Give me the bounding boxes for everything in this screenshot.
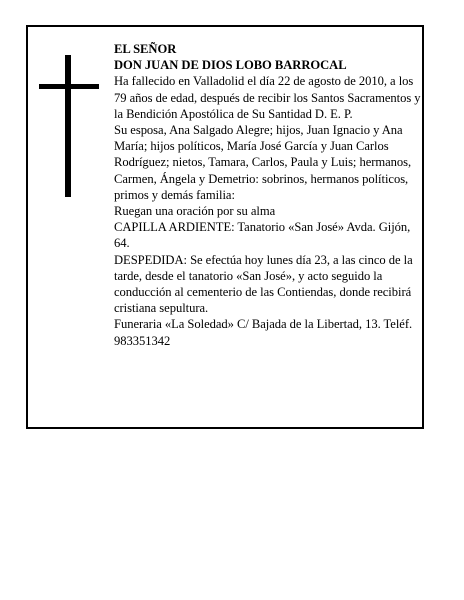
obituary-notice	[26, 25, 424, 429]
cross-icon	[39, 55, 99, 197]
funeral-home-info: Funeraria «La Soledad» C/ Bajada de la Libertad, 13. Teléf. 983351342	[114, 317, 413, 348]
cross-horizontal-bar	[39, 84, 99, 89]
family-list: Su esposa, Ana Salgado Alegre; hijos, Juan Ignacio y Ana María; hijos políticos, María José García y Juan Carlos Rodríguez; nietos, Tamara, Carlos, Paula y Luis; hermanos, Carmen, Ángela y Demetrio: sobrinos, hermanos políticos, primos y demás familia:	[114, 123, 412, 202]
chapel-info: CAPILLA ARDIENTE: Tanatorio «San José» Avda. Gijón, 64.	[114, 220, 411, 251]
death-announcement: Ha fallecido en Valladolid el día 22 de agosto de 2010, a los 79 años de edad, después de recibir los Santos Sacramentos y la Bendición Apostólica de Su Santidad D. E. P.	[114, 74, 421, 121]
prayer-request: Ruegan una oración por su alma	[114, 204, 276, 219]
notice-title-line1: EL SEÑOR	[114, 42, 177, 56]
cross-vertical-bar	[65, 55, 71, 197]
notice-title-line2: DON JUAN DE DIOS LOBO BARROCAL	[114, 58, 347, 73]
farewell-info: DESPEDIDA: Se efectúa hoy lunes día 23, a las cinco de la tarde, desde el tanatorio «San José», y acto seguido la conducción al cementerio de las Contiendas, donde recibirá cristiana sepultura.	[114, 252, 413, 316]
notice-text	[114, 41, 424, 349]
